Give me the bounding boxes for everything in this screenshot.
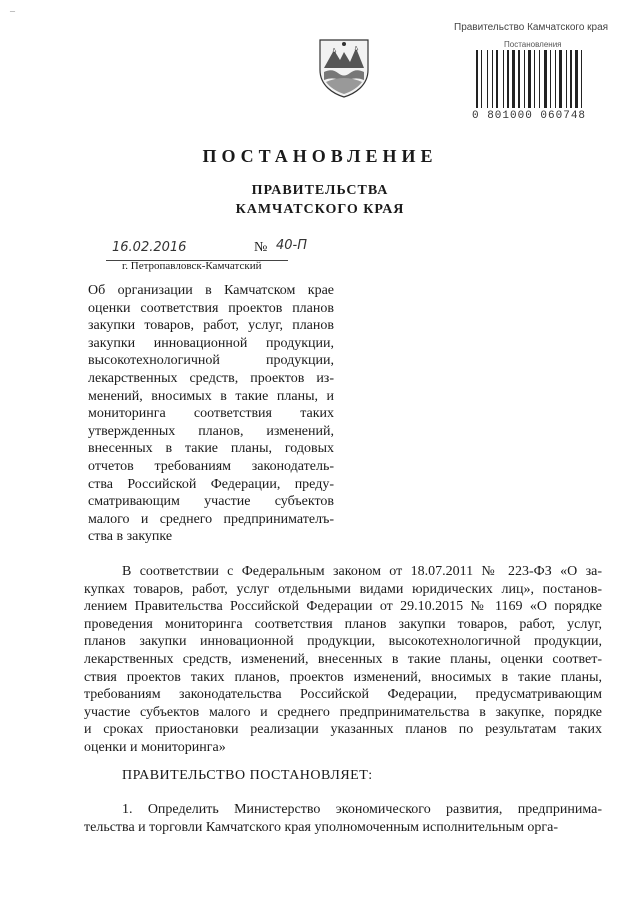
paragraph-line: проведения мониторинга соответствия планов закупки товаров, работ, услуг, <box>84 616 602 632</box>
topic-line: внесенных в такие планы, годовых <box>88 441 334 457</box>
document-number: 40-П <box>276 238 308 253</box>
paragraph-line: планов закупки инновационной продукции, высокотехнологичной продукции, <box>84 634 602 650</box>
document-title: ПОСТАНОВЛЕНИЕ <box>202 146 438 166</box>
stamp-number: 0 801000 060748 <box>472 110 587 122</box>
resolves-heading: ПРАВИТЕЛЬСТВО ПОСТАНОВЛЯЕТ: <box>122 768 373 783</box>
paragraph-line: и сроках приостановки реализации указанных планов по результатам таких <box>84 722 602 738</box>
paragraph-line: требованиям законодательства Российской Федерации, предусматривающим <box>84 687 602 703</box>
barcode-icon <box>474 50 608 108</box>
barcode-bar <box>512 50 515 108</box>
topic-line: закупки товаров, работ, услуг, планов <box>88 318 334 334</box>
topic-line: высокотехнологичной продукции, <box>88 353 334 369</box>
topic-line: лекарственных средств, проектов из- <box>88 370 334 386</box>
paragraph-line: В соответствии с Федеральным законом от 18.07.2011 № 223-ФЗ «О за- <box>122 564 602 579</box>
topic-line: менений, вносимых в такие планы, и <box>88 388 334 404</box>
barcode-bar <box>518 50 520 108</box>
barcode-bar <box>524 50 525 108</box>
barcode-bar <box>575 50 578 108</box>
barcode-bar <box>555 50 556 108</box>
topic-line: Об организации в Камчатском крае <box>88 283 334 298</box>
paragraph-line: купках товаров, работ, услуг отдельными видами юридических лиц», постанов- <box>84 581 602 597</box>
barcode-bar <box>476 50 478 108</box>
topic-line: мониторинга соответствия таких <box>88 406 334 422</box>
topic-line: малого и среднего предпринимателъ- <box>88 511 334 527</box>
paragraph-line: лекарственных средств, изменений, внесенных в такие планы, оценки соответ- <box>84 651 602 667</box>
barcode-bar <box>487 50 488 108</box>
paragraph-line: 1. Определить Министерство экономического развития, предпринима- <box>122 802 602 817</box>
document-topic <box>88 282 334 546</box>
barcode-bar <box>544 50 547 108</box>
stamp-subtitle: Постановления <box>504 40 562 49</box>
barcode-bar <box>503 50 504 108</box>
barcode-bar <box>559 50 562 108</box>
barcode-bar <box>566 50 567 108</box>
paragraph-line: лением Правительства Российской Федерации от 29.10.2015 № 1169 «О порядке <box>84 599 602 615</box>
topic-line: закупки инновационной продукции, <box>88 335 334 351</box>
barcode-bar <box>481 50 482 108</box>
topic-line: ства Российской Федерации, преду- <box>88 476 334 492</box>
document-subtitle-line1: ПРАВИТЕЛЬСТВА <box>251 183 389 198</box>
document-subtitle-line2: КАМЧАТСКОГО КРАЯ <box>235 202 405 217</box>
stamp-title: Правительство Камчатского края <box>454 22 609 33</box>
kamchatka-emblem-icon <box>316 36 372 98</box>
barcode-bar <box>528 50 531 108</box>
barcode-bar <box>570 50 572 108</box>
number-sign: № <box>254 240 268 255</box>
topic-line: сматривающим участие субъектов <box>88 494 334 510</box>
topic-line: ства в закупке <box>88 529 173 545</box>
barcode-bar <box>492 50 493 108</box>
barcode-bar <box>534 50 535 108</box>
topic-line: отчетов требованиям законодатель- <box>88 458 334 474</box>
corner-mark: – <box>10 6 16 17</box>
preamble-paragraph <box>84 563 602 757</box>
barcode-bar <box>550 50 551 108</box>
document-date: 16.02.2016 <box>112 240 187 255</box>
topic-line: утвержденных планов, изменений, <box>88 423 334 439</box>
barcode-bar <box>581 50 582 108</box>
paragraph-line: ствия проектов таких планов, проектов изменений, вносимых в такие планы, <box>84 669 602 685</box>
paragraph-line: тельства и торговли Камчатского края уполномоченным исполнительным орга- <box>84 819 559 835</box>
document-city: г. Петропавловск-Камчатский <box>122 260 262 272</box>
paragraph-line: оценки и мониторинга» <box>84 739 226 755</box>
barcode-bar <box>496 50 498 108</box>
clause-1-paragraph <box>84 801 602 836</box>
barcode-bar <box>539 50 540 108</box>
paragraph-line: участие субъектов малого и среднего предпринимательства в закупке, порядке <box>84 704 602 720</box>
topic-line: оценки соответствия проектов планов <box>88 300 334 316</box>
barcode-bar <box>507 50 509 108</box>
registration-stamp <box>454 22 624 132</box>
